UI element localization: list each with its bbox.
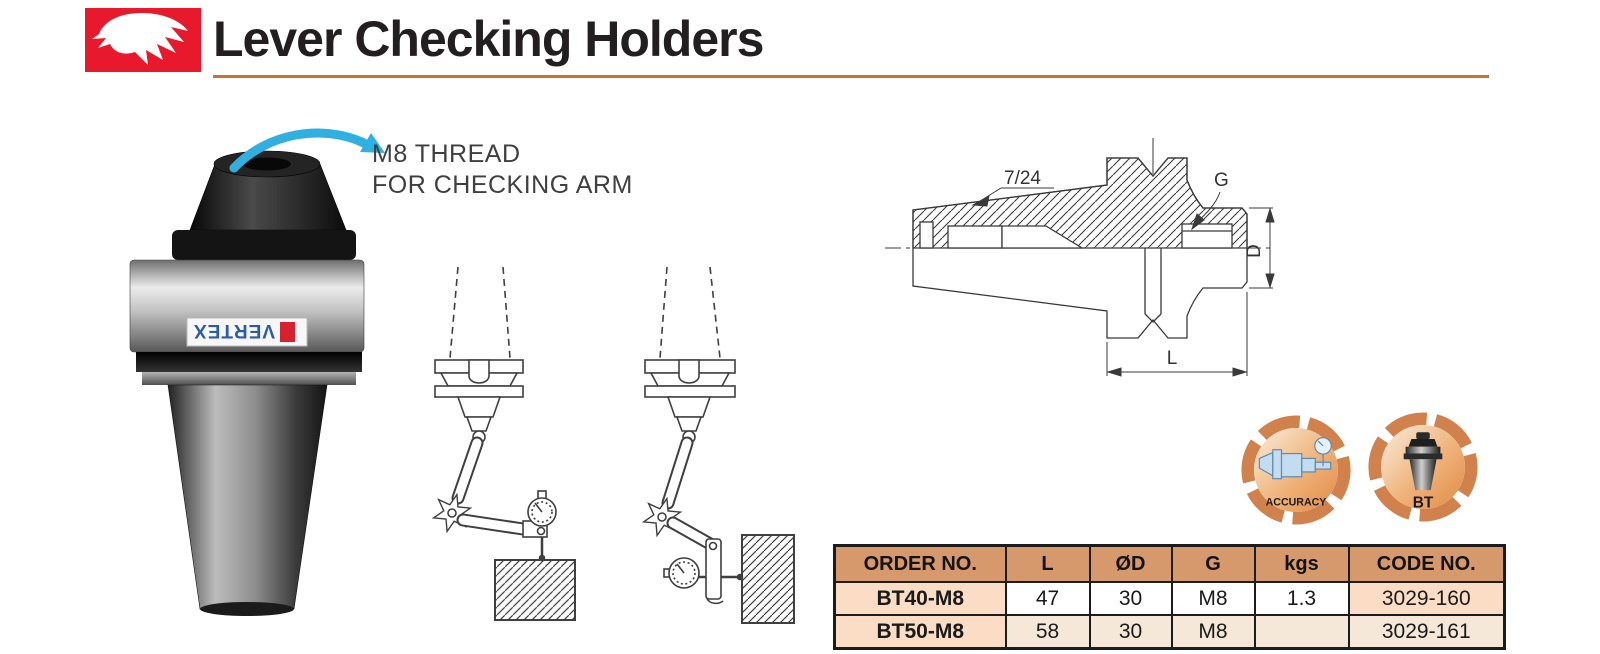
cell-l: 58: [1006, 615, 1090, 649]
table-header-row: [835, 546, 1505, 583]
cell-g: M8: [1172, 582, 1255, 615]
table-row: [835, 615, 1505, 649]
holder-groove: [136, 352, 362, 372]
spec-table: [833, 544, 1506, 650]
product-photo: [122, 112, 397, 618]
usage-diagram-horizontal: [620, 255, 820, 645]
cell-g: M8: [1172, 615, 1255, 649]
col-header-l: L: [1006, 546, 1090, 583]
badge-bt-label: BT: [1412, 494, 1434, 512]
brand-logo: [85, 8, 201, 72]
thread-label: G: [1214, 170, 1229, 191]
badge-accuracy-label: ACCURACY: [1265, 496, 1327, 509]
usage-diagram-vertical: [425, 255, 615, 645]
col-header-order-no: ORDER NO.: [835, 546, 1006, 583]
cell-code-no: 3029-160: [1349, 582, 1505, 615]
cell-kgs: 1.3: [1255, 582, 1349, 615]
cell-od: 30: [1090, 615, 1172, 649]
cell-od: 30: [1090, 582, 1172, 615]
col-header-code-no: CODE NO.: [1349, 546, 1505, 583]
col-header-g: G: [1172, 546, 1255, 583]
callout-line1: M8 THREAD: [372, 140, 521, 168]
badge-accuracy: [1240, 414, 1352, 526]
workpiece-block: [742, 535, 794, 623]
page-title: Lever Checking Holders: [213, 11, 764, 67]
col-header-kgs: kgs: [1255, 546, 1349, 583]
cell-l: 47: [1006, 582, 1090, 615]
callout-line2: FOR CHECKING ARM: [372, 171, 633, 199]
badge-bt: [1367, 411, 1479, 523]
workpiece-block: [495, 560, 575, 620]
cell-order-no: BT50-M8: [835, 615, 1006, 649]
brand-mark: [280, 322, 295, 342]
dimension-drawing: [870, 130, 1280, 400]
thread-pocket: [1182, 224, 1232, 248]
col-header-od: ØD: [1090, 546, 1172, 583]
curved-arrow-icon: [228, 118, 388, 173]
cell-kgs: [1255, 615, 1349, 649]
diameter-label: D: [1244, 244, 1265, 258]
callout-text: [372, 139, 633, 201]
brand-text: VERTEX: [192, 320, 276, 341]
holder-taper: [168, 385, 327, 609]
holder-shoulder: [172, 230, 356, 260]
table-row: [835, 582, 1505, 615]
eagle-icon: [85, 8, 201, 72]
cell-code-no: 3029-161: [1349, 615, 1505, 649]
cell-order-no: BT40-M8: [835, 582, 1006, 615]
title-rule: [213, 75, 1489, 78]
length-label: L: [1166, 348, 1178, 369]
taper-label: 7/24: [1004, 168, 1041, 189]
